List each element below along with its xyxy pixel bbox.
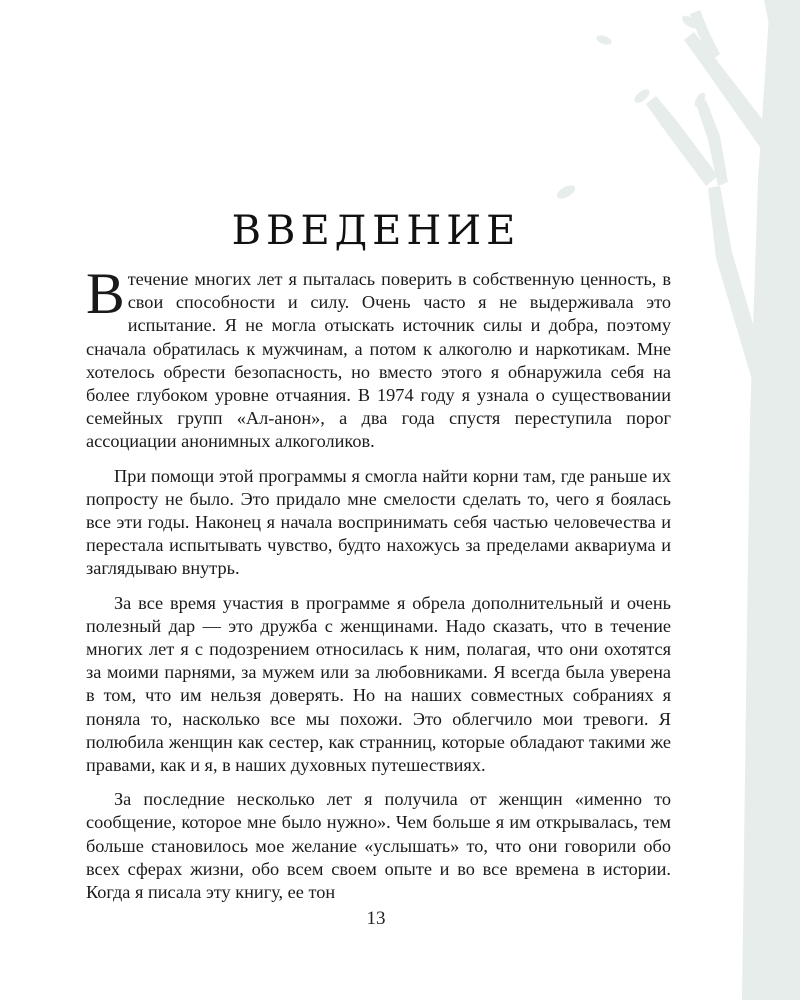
paragraph: За все время участия в программе я обрела дополнительный и очень полезный дар — это дружба с женщинами. Надо сказать, что в течение многих лет я с подозрением относилась к ним, полагая, что они охотятся за моими парнями, за мужем или за любовниками. Я всегда была уверена в том, что им нельзя доверять. Но на наших совместных собраниях я поняла то, насколько все мы похожи. Это облегчило мои тревоги. Я полюбила женщин как сестер, как странниц, которые обладают такими же правами, как и я, в наших духовных путешествиях.: [86, 592, 671, 776]
drop-cap: В: [86, 261, 125, 326]
page-title: ВВЕДЕНИЕ: [231, 208, 521, 254]
paragraph: При помощи этой программы я смогла найти корни там, где раньше их попросту не было. Это придало мне смелости сделать то, чего я боялась все эти годы. Наконец я начала воспринимать себя частью человечества и перестала испытывать чувство, будто нахожусь за пределами аквариума и заглядываю внутрь.: [86, 465, 671, 579]
paragraph-text: течение многих лет я пыталась поверить в собственную ценность, в свои способности и силу. Очень часто я не выдерживала это испытание. Я не могла отыскать источник силы и добра, поэтому сначала обратилась к мужчинам, а потом к алкоголю и наркотикам. Мне хотелось обрести безопасность, но вместо этого я обнаружила себя на более глубоком уровне отчаяния. В 1974 году я узнала о существовании семейных групп «Ал-анон», а два года спустя переступила порог ассоциации анонимных алкоголиков.: [86, 269, 671, 452]
paragraph: За последние несколько лет я получила от женщин «именно то сообщение, которое мне было нужно». Чем больше я им открывалась, тем больше становилось мое желание «услышать» то, что они говорили обо всех сферах жизни, обо всем своем опыте и во все времена в истории. Когда я писала эту книгу, ее тон: [86, 789, 671, 903]
body-text: [86, 261, 671, 904]
paragraph: [86, 261, 671, 454]
page-number: 13: [366, 908, 386, 929]
